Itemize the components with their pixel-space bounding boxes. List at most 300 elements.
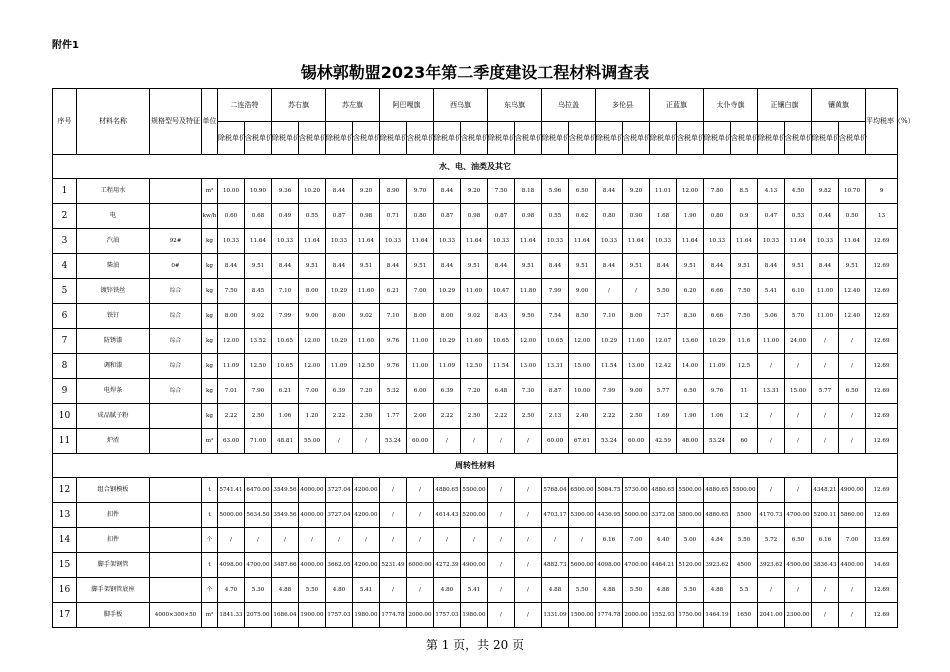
price-incl-tax: 11.60 [461, 279, 488, 304]
price-excl-tax: / [326, 528, 353, 553]
price-excl-tax: 4.13 [758, 179, 785, 204]
price-excl-tax: 53.24 [380, 429, 407, 454]
price-incl-tax: 11.64 [515, 229, 542, 254]
price-incl-tax: 71.00 [245, 429, 272, 454]
price-incl-tax: / [515, 603, 542, 628]
price-excl-tax: 11.01 [650, 179, 677, 204]
price-incl-tax: / [785, 354, 812, 379]
price-excl-tax: 1.06 [704, 404, 731, 429]
price-excl-tax: 1464.19 [704, 603, 731, 628]
price-excl-tax: 6.39 [326, 379, 353, 404]
price-excl-tax: 9.76 [380, 329, 407, 354]
price-incl-tax: 11.60 [353, 329, 380, 354]
material-price-table [52, 88, 915, 628]
material-spec: 综合 [150, 329, 202, 354]
price-incl-tax: 2075.00 [245, 603, 272, 628]
avg-tax-rate: 12.69 [866, 578, 898, 603]
price-incl-tax: 3800.00 [677, 503, 704, 528]
price-excl-tax: 4348.21 [812, 478, 839, 503]
price-excl-tax: 10.33 [488, 229, 515, 254]
price-excl-tax: 3487.66 [272, 553, 299, 578]
price-incl-tax: 5000.00 [623, 503, 650, 528]
price-incl-tax: 9.51 [245, 254, 272, 279]
price-excl-tax: 13.31 [758, 379, 785, 404]
material-unit: m³ [202, 603, 218, 628]
price-incl-tax: 4500 [731, 553, 758, 578]
price-incl-tax: 1.90 [677, 204, 704, 229]
price-incl-tax: / [515, 429, 542, 454]
row-seq: 17 [53, 603, 77, 628]
price-incl-tax: 12.50 [461, 354, 488, 379]
col-header-excl-price: 除税单价 [704, 122, 731, 155]
price-excl-tax: 6.16 [812, 528, 839, 553]
price-incl-tax: 11.60 [623, 329, 650, 354]
col-header-material: 材料名称 [77, 89, 150, 155]
col-header-region: 阿巴嘎旗 [380, 89, 434, 122]
material-unit: kg [202, 254, 218, 279]
price-excl-tax: 4098.00 [218, 553, 245, 578]
price-excl-tax: 11.09 [704, 354, 731, 379]
price-incl-tax: 5.41 [353, 578, 380, 603]
price-incl-tax: 1750.00 [677, 603, 704, 628]
price-incl-tax: 5.50 [731, 528, 758, 553]
price-excl-tax: 7.01 [218, 379, 245, 404]
price-incl-tax: 8.00 [299, 279, 326, 304]
col-header-region: 镶黄旗 [812, 89, 866, 122]
avg-tax-rate: 12.69 [866, 304, 898, 329]
price-excl-tax: 4436.95 [596, 503, 623, 528]
price-excl-tax: 4.88 [704, 578, 731, 603]
col-header-avg-rate: 平均税率（%） [866, 89, 898, 155]
price-incl-tax: 12.40 [839, 279, 866, 304]
price-excl-tax: 2.13 [542, 404, 569, 429]
price-incl-tax: 7.00 [839, 528, 866, 553]
price-incl-tax: 13.60 [677, 329, 704, 354]
price-incl-tax: 11.64 [677, 229, 704, 254]
col-header-incl-price: 含税单价 [785, 122, 812, 155]
price-excl-tax: / [218, 528, 245, 553]
price-excl-tax: 8.44 [272, 254, 299, 279]
col-header-excl-price: 除税单价 [542, 122, 569, 155]
price-excl-tax: 8.44 [812, 254, 839, 279]
price-excl-tax: 0.80 [596, 204, 623, 229]
price-incl-tax: 5500.00 [461, 478, 488, 503]
price-excl-tax: 4.88 [650, 578, 677, 603]
price-excl-tax: 7.10 [380, 304, 407, 329]
price-incl-tax: 6470.00 [245, 478, 272, 503]
price-excl-tax: 8.00 [326, 304, 353, 329]
price-incl-tax: 11.64 [785, 229, 812, 254]
price-incl-tax: / [407, 478, 434, 503]
price-excl-tax: 8.44 [488, 254, 515, 279]
price-excl-tax: 7.10 [272, 279, 299, 304]
price-excl-tax: / [488, 578, 515, 603]
price-incl-tax: 7.00 [407, 279, 434, 304]
price-excl-tax: 10.29 [704, 329, 731, 354]
price-incl-tax: 9.00 [569, 279, 596, 304]
price-incl-tax: 0.53 [785, 204, 812, 229]
price-incl-tax: 10.00 [569, 379, 596, 404]
price-incl-tax: 11.64 [299, 229, 326, 254]
material-unit: kg [202, 329, 218, 354]
price-excl-tax: 10.33 [380, 229, 407, 254]
price-incl-tax: 5500.00 [731, 478, 758, 503]
material-unit: kg [202, 229, 218, 254]
price-incl-tax: 1980.00 [353, 603, 380, 628]
avg-tax-rate: 9 [866, 179, 898, 204]
price-excl-tax: 8.44 [758, 254, 785, 279]
price-incl-tax: / [785, 404, 812, 429]
price-excl-tax: 10.33 [326, 229, 353, 254]
price-incl-tax: 24.00 [785, 329, 812, 354]
material-unit: 个 [202, 528, 218, 553]
price-excl-tax: / [812, 578, 839, 603]
price-incl-tax: 11.64 [407, 229, 434, 254]
row-seq: 9 [53, 379, 77, 404]
price-excl-tax: 10.29 [326, 279, 353, 304]
price-excl-tax: 8.00 [434, 304, 461, 329]
price-excl-tax: 4.40 [650, 528, 677, 553]
price-incl-tax: / [461, 429, 488, 454]
price-excl-tax: 12.07 [650, 329, 677, 354]
price-incl-tax: 5200.00 [461, 503, 488, 528]
col-header-incl-price: 含税单价 [461, 122, 488, 155]
price-excl-tax: 8.44 [434, 179, 461, 204]
price-excl-tax: 10.47 [488, 279, 515, 304]
price-incl-tax: 7.50 [731, 304, 758, 329]
material-spec [150, 578, 202, 603]
price-incl-tax: 10.20 [299, 179, 326, 204]
price-excl-tax: 2.22 [434, 404, 461, 429]
table-row [53, 603, 898, 628]
price-incl-tax: 9.51 [569, 254, 596, 279]
material-name: 扣件 [77, 528, 150, 553]
price-incl-tax: 12.50 [353, 354, 380, 379]
price-incl-tax: 1900.00 [299, 603, 326, 628]
price-excl-tax: / [326, 429, 353, 454]
price-incl-tax: 9.20 [353, 179, 380, 204]
material-unit: kg [202, 279, 218, 304]
price-incl-tax: 11.64 [569, 229, 596, 254]
price-incl-tax: 7.00 [299, 379, 326, 404]
col-header-excl-price: 除税单价 [596, 122, 623, 155]
price-excl-tax: / [488, 603, 515, 628]
avg-tax-rate: 12.69 [866, 429, 898, 454]
price-incl-tax: 1650 [731, 603, 758, 628]
price-incl-tax: 11.60 [353, 279, 380, 304]
price-excl-tax: 7.37 [650, 304, 677, 329]
price-excl-tax: 10.33 [812, 229, 839, 254]
price-incl-tax: 9.51 [839, 254, 866, 279]
price-excl-tax: 10.65 [542, 329, 569, 354]
price-excl-tax: 3923.62 [704, 553, 731, 578]
price-incl-tax: 11.00 [407, 329, 434, 354]
price-incl-tax: 4200.00 [353, 503, 380, 528]
material-name: 脚手架钢管底座 [77, 578, 150, 603]
price-incl-tax: 4200.00 [353, 553, 380, 578]
material-spec [150, 204, 202, 229]
price-incl-tax: 9.51 [731, 254, 758, 279]
price-excl-tax: 53.24 [704, 429, 731, 454]
price-incl-tax: 4900.00 [839, 478, 866, 503]
price-excl-tax: 8.44 [326, 254, 353, 279]
price-excl-tax: 3372.08 [650, 503, 677, 528]
price-incl-tax: 4000.00 [299, 503, 326, 528]
price-excl-tax: 8.43 [488, 304, 515, 329]
col-header-excl-price: 除税单价 [218, 122, 245, 155]
price-excl-tax: 11.09 [218, 354, 245, 379]
price-excl-tax: 1552.93 [650, 603, 677, 628]
price-incl-tax: 4700.00 [785, 503, 812, 528]
material-name: 电 [77, 204, 150, 229]
price-excl-tax: / [488, 553, 515, 578]
price-excl-tax: 12.42 [650, 354, 677, 379]
material-spec [150, 179, 202, 204]
avg-tax-rate: 12.69 [866, 329, 898, 354]
price-excl-tax: 10.33 [434, 229, 461, 254]
price-excl-tax: 5231.49 [380, 553, 407, 578]
price-incl-tax: 5.00 [677, 528, 704, 553]
price-incl-tax: / [785, 429, 812, 454]
material-spec [150, 553, 202, 578]
price-excl-tax: 6.39 [434, 379, 461, 404]
price-excl-tax: 4.88 [542, 578, 569, 603]
price-excl-tax: 5.50 [650, 279, 677, 304]
price-excl-tax: / [380, 503, 407, 528]
price-incl-tax: 11.64 [245, 229, 272, 254]
price-incl-tax: 7.20 [353, 379, 380, 404]
price-incl-tax: 12.50 [245, 354, 272, 379]
price-incl-tax: 11.60 [461, 329, 488, 354]
price-incl-tax: 1.2 [731, 404, 758, 429]
price-excl-tax: 1841.33 [218, 603, 245, 628]
price-incl-tax: / [407, 528, 434, 553]
price-incl-tax: 0.90 [623, 204, 650, 229]
price-excl-tax: 8.44 [542, 254, 569, 279]
price-incl-tax: 7.20 [461, 379, 488, 404]
price-incl-tax: 13.00 [623, 354, 650, 379]
price-excl-tax: 10.33 [650, 229, 677, 254]
price-excl-tax: 0.47 [758, 204, 785, 229]
material-name: 铁钉 [77, 304, 150, 329]
price-excl-tax: 1774.78 [380, 603, 407, 628]
price-incl-tax: 2000.00 [623, 603, 650, 628]
price-incl-tax: 67.61 [569, 429, 596, 454]
price-incl-tax: 12.00 [299, 354, 326, 379]
price-excl-tax: 11.54 [596, 354, 623, 379]
row-seq: 12 [53, 478, 77, 503]
price-excl-tax: 8.00 [218, 304, 245, 329]
table-row [53, 204, 898, 229]
price-incl-tax: / [839, 404, 866, 429]
price-incl-tax: 11.80 [515, 279, 542, 304]
price-incl-tax: 8.00 [623, 304, 650, 329]
price-excl-tax: 4614.43 [434, 503, 461, 528]
price-incl-tax: 5.50 [677, 578, 704, 603]
col-header-incl-price: 含税单价 [299, 122, 326, 155]
col-header-incl-price: 含税单价 [515, 122, 542, 155]
price-incl-tax: 0.98 [353, 204, 380, 229]
price-incl-tax: 0.62 [569, 204, 596, 229]
price-excl-tax: 10.33 [758, 229, 785, 254]
price-incl-tax: 8.18 [515, 179, 542, 204]
price-incl-tax: 7.00 [623, 528, 650, 553]
price-incl-tax: / [785, 578, 812, 603]
price-incl-tax: 9.00 [299, 304, 326, 329]
row-seq: 1 [53, 179, 77, 204]
price-incl-tax: 60.00 [407, 429, 434, 454]
price-excl-tax: 4.88 [272, 578, 299, 603]
price-incl-tax: / [515, 528, 542, 553]
price-excl-tax: / [434, 429, 461, 454]
price-excl-tax: 4880.65 [704, 503, 731, 528]
price-incl-tax: 5500.00 [677, 478, 704, 503]
price-excl-tax: 6.21 [380, 279, 407, 304]
price-excl-tax: 5768.04 [542, 478, 569, 503]
price-excl-tax: / [812, 429, 839, 454]
row-seq: 8 [53, 354, 77, 379]
price-incl-tax: 15.00 [569, 354, 596, 379]
price-excl-tax: 10.33 [272, 229, 299, 254]
price-excl-tax: 0.60 [218, 204, 245, 229]
price-excl-tax: 0.71 [380, 204, 407, 229]
price-incl-tax: 0.68 [245, 204, 272, 229]
price-incl-tax: / [515, 503, 542, 528]
price-excl-tax: / [758, 354, 785, 379]
price-incl-tax: 6.20 [677, 279, 704, 304]
table-row [53, 379, 898, 404]
price-incl-tax: 2300.00 [785, 603, 812, 628]
material-unit: kw/h [202, 204, 218, 229]
price-incl-tax: 2.50 [623, 404, 650, 429]
price-incl-tax: 11.64 [731, 229, 758, 254]
price-excl-tax: 10.65 [272, 354, 299, 379]
row-seq: 2 [53, 204, 77, 229]
table-row [53, 503, 898, 528]
price-excl-tax: 5.77 [650, 379, 677, 404]
price-incl-tax: 5.70 [785, 304, 812, 329]
price-excl-tax: 1686.04 [272, 603, 299, 628]
price-excl-tax: 7.50 [488, 179, 515, 204]
price-incl-tax: 9.02 [353, 304, 380, 329]
table-row [53, 329, 898, 354]
price-incl-tax: 5860.00 [839, 503, 866, 528]
row-seq: 6 [53, 304, 77, 329]
col-header-excl-price: 除税单价 [812, 122, 839, 155]
price-excl-tax: 0.49 [272, 204, 299, 229]
material-name: 扣件 [77, 503, 150, 528]
price-incl-tax: / [461, 528, 488, 553]
price-incl-tax: 13.52 [245, 329, 272, 354]
price-incl-tax: 4900.00 [461, 553, 488, 578]
price-excl-tax: 3923.62 [758, 553, 785, 578]
material-spec: 0# [150, 254, 202, 279]
material-unit: kg [202, 304, 218, 329]
price-incl-tax: 60 [731, 429, 758, 454]
price-excl-tax: 8.44 [596, 254, 623, 279]
material-unit: kg [202, 379, 218, 404]
price-incl-tax: 8.5 [731, 179, 758, 204]
price-excl-tax: 3549.56 [272, 503, 299, 528]
price-excl-tax: / [812, 603, 839, 628]
price-incl-tax: 12.00 [677, 179, 704, 204]
price-excl-tax: 8.44 [650, 254, 677, 279]
price-incl-tax: 5.50 [299, 578, 326, 603]
col-header-incl-price: 含税单价 [569, 122, 596, 155]
price-incl-tax: 55.00 [299, 429, 326, 454]
table-row [53, 179, 898, 204]
price-excl-tax: 53.24 [596, 429, 623, 454]
price-incl-tax: 2.50 [245, 404, 272, 429]
price-excl-tax: 5.96 [542, 179, 569, 204]
price-excl-tax: 10.65 [488, 329, 515, 354]
price-excl-tax: 4.80 [434, 578, 461, 603]
material-name: 炉渣 [77, 429, 150, 454]
price-incl-tax: 8.45 [245, 279, 272, 304]
price-incl-tax: 9.51 [623, 254, 650, 279]
material-spec: 综合 [150, 279, 202, 304]
price-excl-tax: 10.33 [542, 229, 569, 254]
price-excl-tax: 8.44 [326, 179, 353, 204]
col-header-region: 东乌旗 [488, 89, 542, 122]
row-seq: 15 [53, 553, 77, 578]
price-excl-tax: 0.80 [704, 204, 731, 229]
price-incl-tax: 0.98 [461, 204, 488, 229]
price-excl-tax: 11.54 [488, 354, 515, 379]
price-excl-tax: 4.88 [596, 578, 623, 603]
price-excl-tax: 8.44 [218, 254, 245, 279]
material-unit: m³ [202, 179, 218, 204]
price-incl-tax: / [839, 354, 866, 379]
avg-tax-rate: 12.69 [866, 254, 898, 279]
price-excl-tax: 3549.56 [272, 478, 299, 503]
table-row [53, 304, 898, 329]
price-incl-tax: 9.51 [515, 254, 542, 279]
col-header-region: 二连浩特 [218, 89, 272, 122]
price-excl-tax: 9.76 [380, 354, 407, 379]
material-name: 汽油 [77, 229, 150, 254]
section-title: 周转性材料 [53, 454, 898, 478]
price-excl-tax: 3727.04 [326, 478, 353, 503]
price-excl-tax: / [758, 404, 785, 429]
table-row [53, 354, 898, 379]
price-incl-tax: / [839, 603, 866, 628]
avg-tax-rate: 12.69 [866, 354, 898, 379]
price-excl-tax: 8.44 [704, 254, 731, 279]
price-incl-tax: 2.50 [515, 404, 542, 429]
material-spec [150, 478, 202, 503]
price-excl-tax: 10.00 [218, 179, 245, 204]
price-excl-tax: 4882.73 [542, 553, 569, 578]
price-excl-tax: 1.77 [380, 404, 407, 429]
price-incl-tax: 6.50 [785, 528, 812, 553]
price-incl-tax: 6.50 [677, 379, 704, 404]
price-excl-tax: 10.65 [272, 329, 299, 354]
price-incl-tax: 4700.00 [623, 553, 650, 578]
material-unit: 个 [202, 578, 218, 603]
price-incl-tax: 12.5 [731, 354, 758, 379]
price-excl-tax: 8.87 [542, 379, 569, 404]
col-header-excl-price: 除税单价 [380, 122, 407, 155]
price-incl-tax: 5.5 [731, 578, 758, 603]
price-incl-tax: 13.00 [515, 354, 542, 379]
price-excl-tax: 4880.65 [650, 478, 677, 503]
col-header-region: 苏左旗 [326, 89, 380, 122]
section-row [53, 454, 898, 478]
price-incl-tax: / [839, 329, 866, 354]
price-excl-tax: / [488, 528, 515, 553]
col-header-excl-price: 除税单价 [434, 122, 461, 155]
